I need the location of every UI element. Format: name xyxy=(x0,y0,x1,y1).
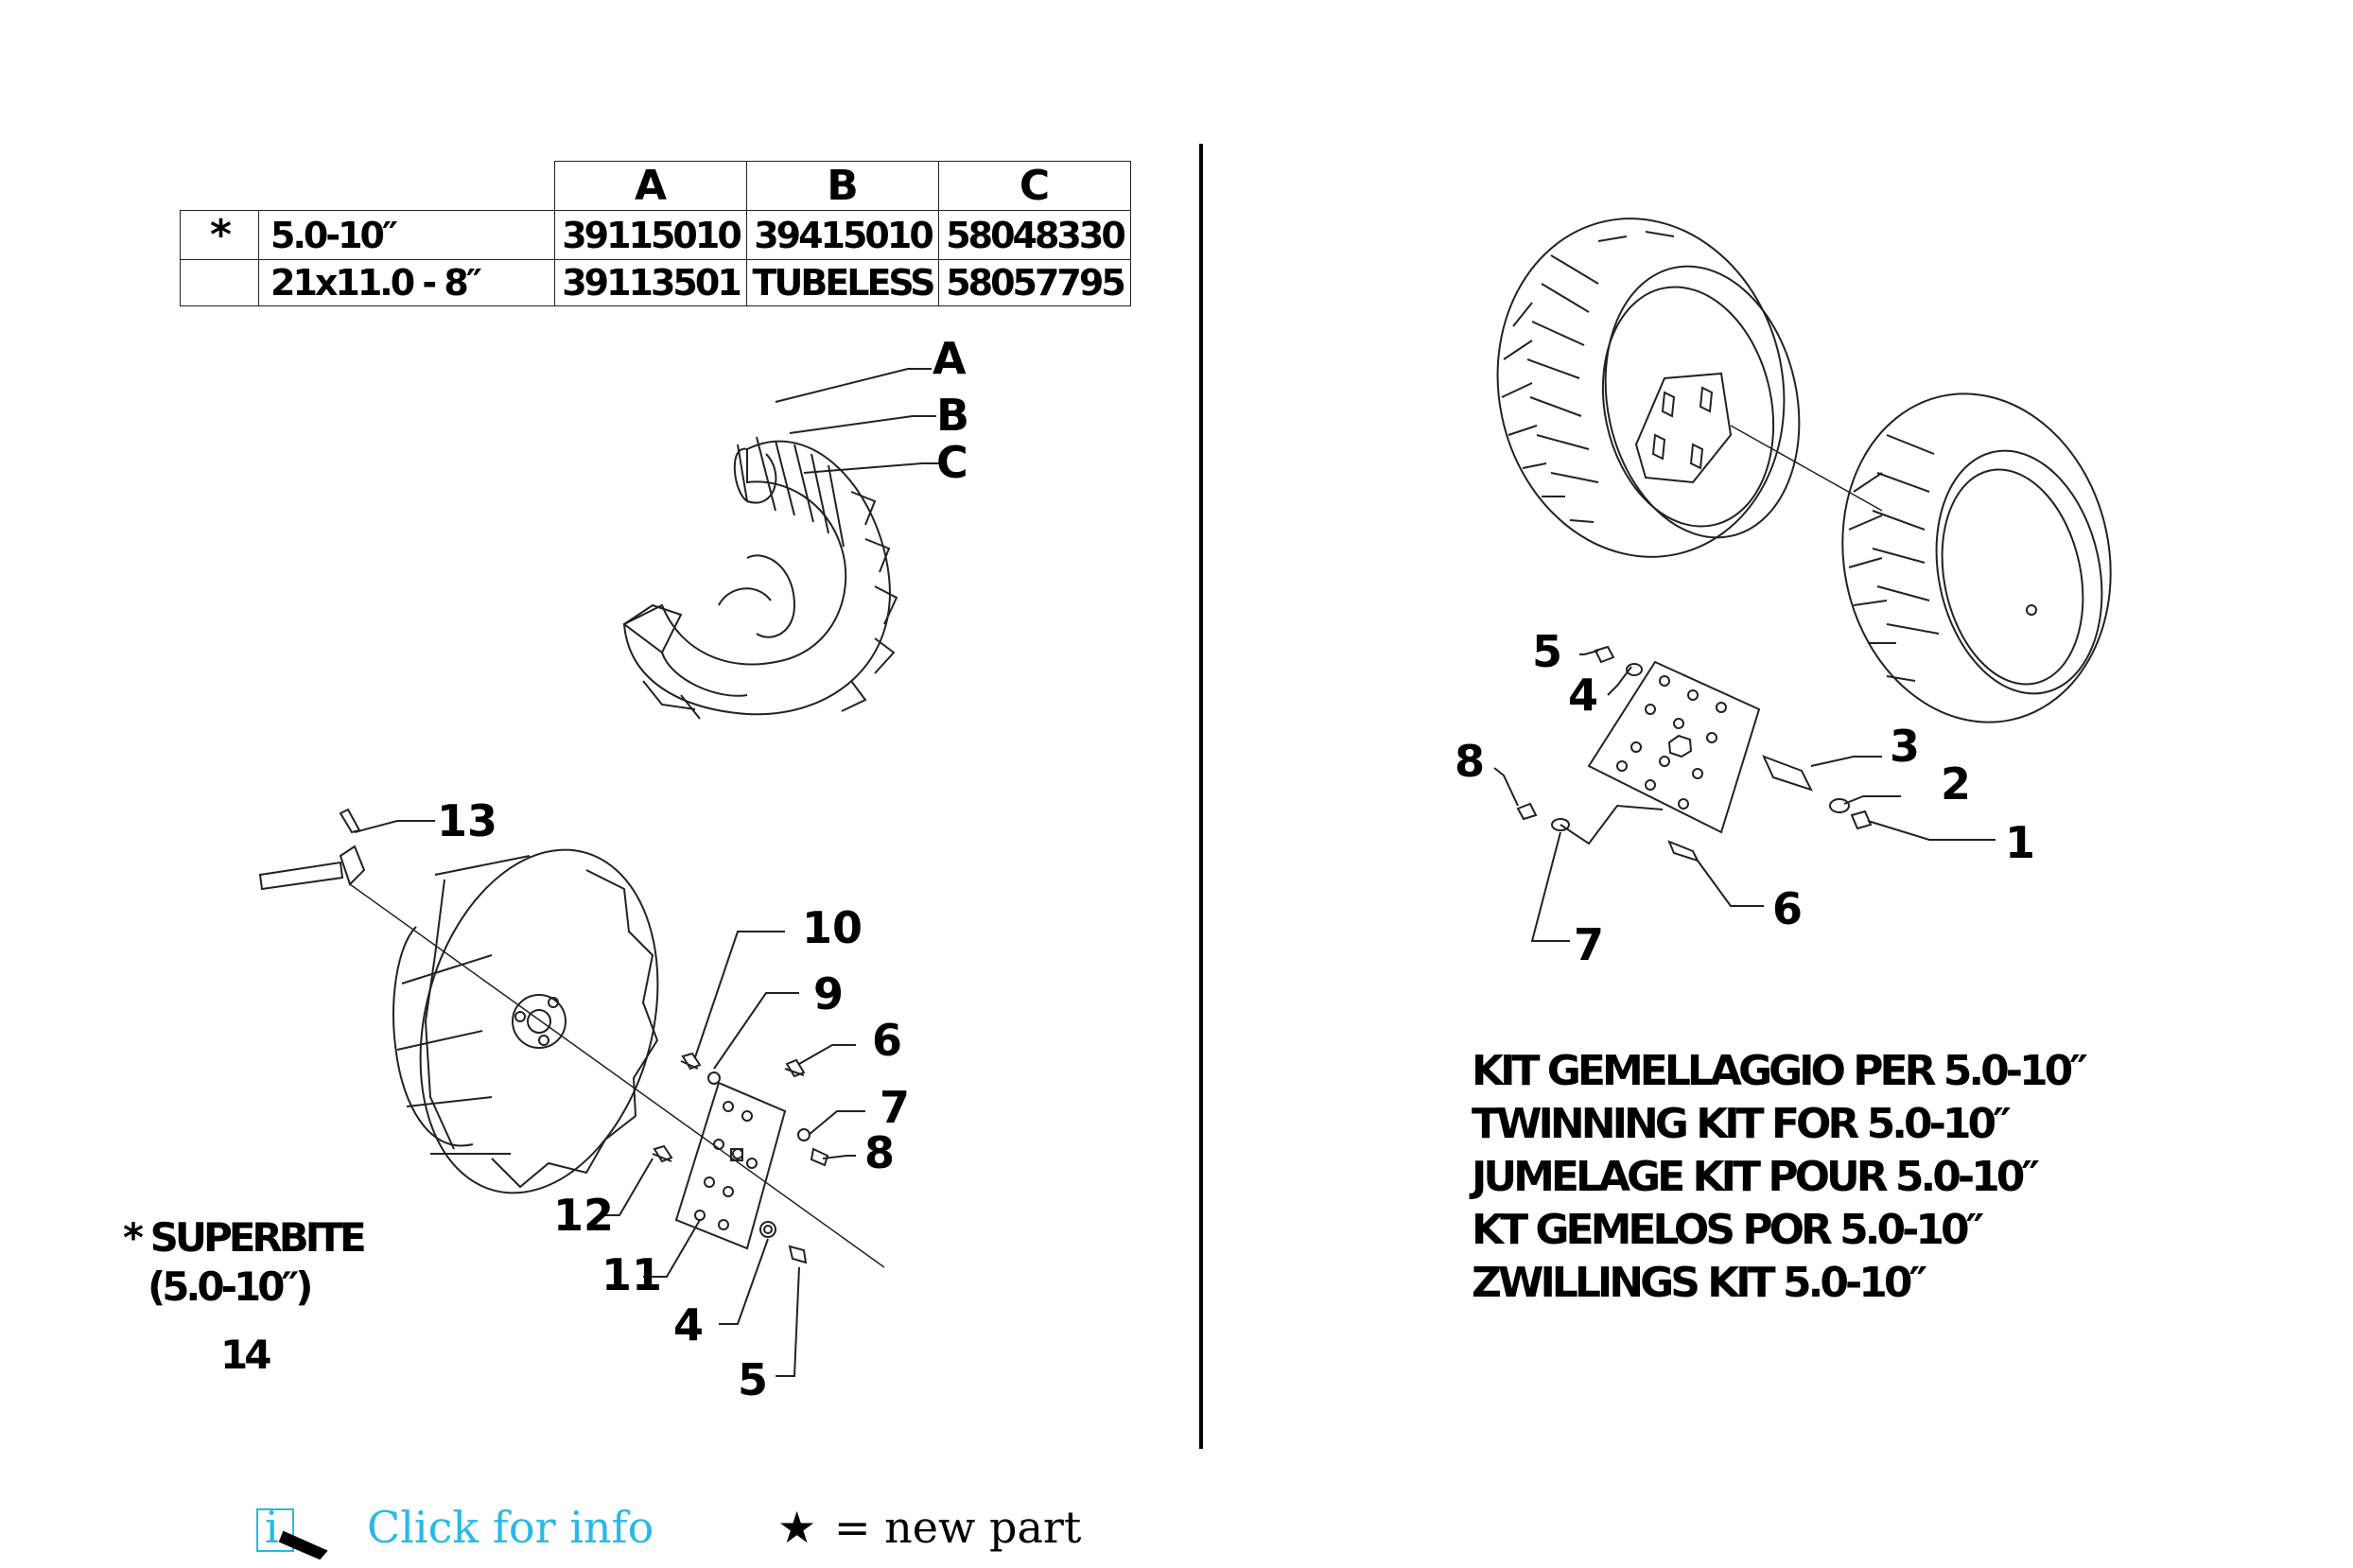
twin-tire-back xyxy=(1467,192,1823,584)
column-header-b: B xyxy=(747,162,939,211)
tire-size: 21x11.0 - 8″ xyxy=(259,260,555,306)
kit-title-italian: KIT GEMELLAGGIO PER 5.0-10″ xyxy=(1472,1047,2084,1095)
twinning-kit-title xyxy=(1472,1045,2084,1310)
callout-7[interactable]: 7 xyxy=(880,1082,911,1133)
superbite-size: (5.0-10″) xyxy=(148,1263,310,1310)
part-number-b: 39415010 xyxy=(747,211,939,260)
part-number-a: 39115010 xyxy=(555,211,747,260)
kit-title-french: JUMELAGE KIT POUR 5.0-10″ xyxy=(1472,1153,2036,1201)
part-number-c: 58057795 xyxy=(939,260,1131,306)
callout-12[interactable]: 12 xyxy=(553,1190,615,1241)
kit-title-spanish: KT GEMELOS POR 5.0-10″ xyxy=(1472,1206,1981,1254)
callout-10[interactable]: 10 xyxy=(802,902,863,953)
tire-cutaway xyxy=(624,437,897,719)
parts-table xyxy=(180,161,1131,306)
callout-8-right[interactable]: 8 xyxy=(1455,736,1486,787)
table-row xyxy=(181,211,1131,260)
table-row xyxy=(181,260,1131,306)
callout-2-right[interactable]: 2 xyxy=(1941,758,1972,810)
kit-title-german: ZWILLINGS KIT 5.0-10″ xyxy=(1472,1259,1925,1307)
info-pointer-icon[interactable] xyxy=(253,1502,329,1555)
callout-1-right[interactable]: 1 xyxy=(2005,817,2036,868)
part-number-a: 39113501 xyxy=(555,260,747,306)
row-mark: * xyxy=(181,211,259,260)
callout-c[interactable]: C xyxy=(936,437,968,488)
callout-4-right[interactable]: 4 xyxy=(1568,670,1599,721)
callout-7-right[interactable]: 7 xyxy=(1574,919,1605,970)
callout-5[interactable]: 5 xyxy=(738,1354,769,1405)
callout-13[interactable]: 13 xyxy=(437,795,498,846)
callout-4[interactable]: 4 xyxy=(673,1299,705,1350)
tire-size: 5.0-10″ xyxy=(259,211,555,260)
star-icon: ★ xyxy=(777,1502,817,1553)
callout-9[interactable]: 9 xyxy=(813,968,845,1019)
superbite-label: * SUPERBITE xyxy=(123,1214,363,1261)
info-icon-letter: i xyxy=(265,1502,279,1553)
superbite-number[interactable]: 14 xyxy=(220,1332,269,1378)
part-number-c: 58048330 xyxy=(939,211,1131,260)
superbite-wheel xyxy=(384,823,694,1220)
callout-6[interactable]: 6 xyxy=(872,1015,903,1066)
callout-5-right[interactable]: 5 xyxy=(1532,626,1563,677)
row-mark xyxy=(181,260,259,306)
column-header-c: C xyxy=(939,162,1131,211)
callout-3-right[interactable]: 3 xyxy=(1890,721,1921,772)
callout-6-right[interactable]: 6 xyxy=(1772,883,1804,934)
click-for-info-link[interactable]: Click for info xyxy=(367,1502,654,1553)
callout-a[interactable]: A xyxy=(932,333,967,384)
twin-tire-front xyxy=(1813,369,2141,748)
kit-title-english: TWINNING KIT FOR 5.0-10″ xyxy=(1472,1100,2008,1148)
table-header-row xyxy=(181,162,1131,211)
new-part-legend: = new part xyxy=(834,1502,1082,1553)
callout-11[interactable]: 11 xyxy=(601,1249,663,1300)
twin-plate-left xyxy=(676,1083,785,1248)
callout-b[interactable]: B xyxy=(936,390,970,441)
column-header-a: A xyxy=(555,162,747,211)
callout-8[interactable]: 8 xyxy=(864,1127,896,1178)
pin-13 xyxy=(260,810,435,889)
part-number-b: TUBELESS xyxy=(747,260,939,306)
